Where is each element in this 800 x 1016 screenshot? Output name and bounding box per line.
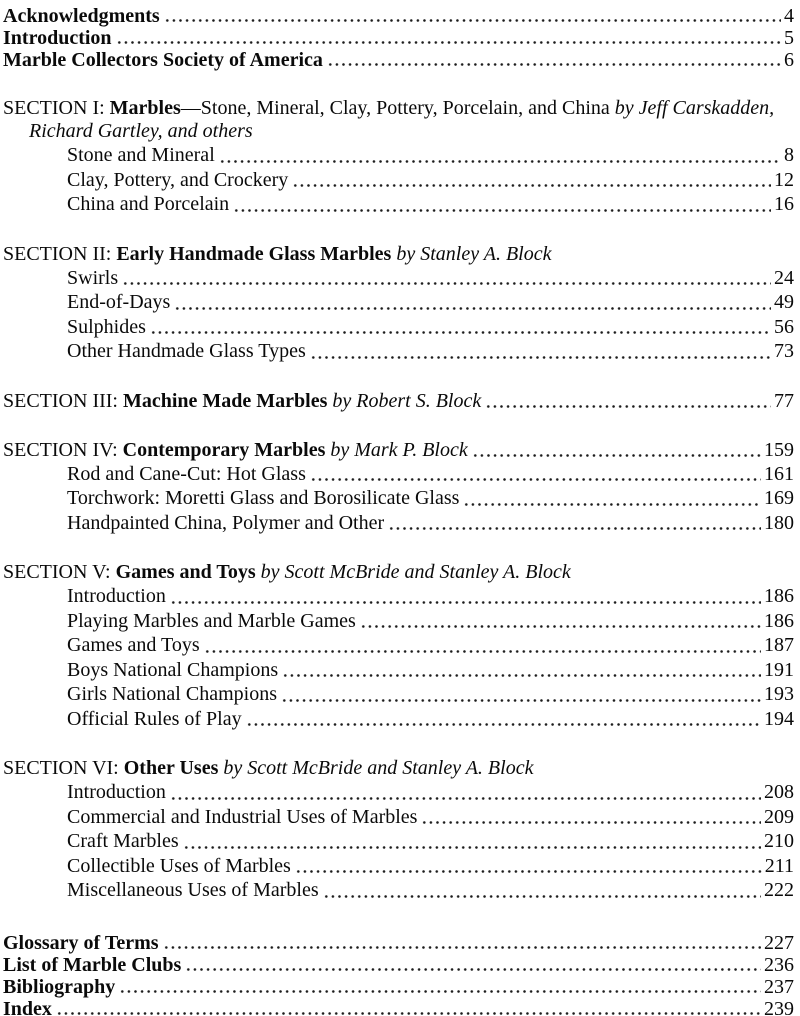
toc-entry (3, 5, 794, 27)
entry-label: Commercial and Industrial Uses of Marbles (67, 805, 418, 828)
entry-label: End-of-Days (67, 291, 171, 313)
dot-leader (163, 932, 761, 954)
dot-leader (472, 439, 761, 462)
entry-label: Sulphides (67, 315, 146, 338)
page-number: 12 (774, 168, 794, 191)
entry-label: Clay, Pottery, and Crockery (67, 168, 289, 191)
page-number: 193 (764, 683, 794, 705)
toc-entry (3, 49, 794, 71)
page-number: 209 (764, 805, 794, 828)
toc-entry (3, 462, 794, 487)
toc-entry (3, 27, 794, 49)
page-number: 227 (764, 931, 794, 954)
sections-list (3, 97, 794, 903)
section-heading (3, 243, 794, 266)
toc-entry (3, 290, 794, 315)
dot-leader (323, 878, 761, 903)
toc-entry (3, 633, 794, 658)
page-number: 24 (774, 266, 794, 289)
page-number: 186 (764, 609, 794, 632)
section-byline: by Mark P. Block (330, 438, 468, 461)
page-number: 211 (764, 854, 794, 877)
section-byline: by Robert S. Block (332, 389, 482, 412)
toc-entry (3, 854, 794, 879)
section-title: Marbles (109, 97, 181, 119)
page-number: 159 (764, 438, 794, 461)
dot-leader (170, 584, 761, 609)
dot-leader (233, 192, 771, 217)
section-label: SECTION VI: (3, 757, 119, 779)
entry-label: Miscellaneous Uses of Marbles (67, 879, 319, 901)
dot-leader (292, 168, 771, 193)
page-number: 191 (764, 658, 794, 681)
section-label: SECTION I: (3, 97, 105, 119)
dot-leader (122, 266, 771, 291)
entry-label: Handpainted China, Polymer and Other (67, 511, 385, 534)
toc-entry (3, 609, 794, 634)
dot-leader (327, 49, 781, 71)
dot-leader (219, 143, 781, 168)
toc-entry (3, 511, 794, 536)
dot-leader (281, 682, 761, 707)
page-number: 77 (774, 389, 794, 412)
section-title: Early Handmade Glass Marbles (116, 242, 392, 265)
entry-label: Craft Marbles (67, 830, 179, 852)
toc-entry (3, 658, 794, 683)
section (3, 561, 794, 731)
entry-label: Index (3, 997, 52, 1016)
entry-label: Marble Collectors Society of America (3, 49, 323, 71)
section-byline: by Scott McBride and Stanley A. Block (223, 757, 534, 779)
section-heading (3, 561, 794, 584)
section-subtitle: —Stone, Mineral, Clay, Pottery, Porcelain, and China (180, 97, 610, 119)
section (3, 439, 794, 536)
toc-entry (3, 143, 794, 168)
front-matter-list (3, 5, 794, 71)
section-heading (3, 97, 794, 143)
toc-entry (3, 339, 794, 364)
section-heading-text (3, 439, 468, 462)
section-byline: by Stanley A. Block (396, 242, 552, 265)
toc-entry (3, 266, 794, 291)
toc-entry (3, 998, 794, 1016)
toc-entry (3, 707, 794, 732)
dot-leader (485, 390, 771, 413)
dot-leader (150, 315, 771, 340)
toc-entry (3, 315, 794, 340)
entry-label: Introduction (67, 585, 166, 607)
entry-label: Acknowledgments (3, 5, 160, 27)
entry-label: Glossary of Terms (3, 931, 159, 954)
dot-leader (295, 854, 762, 879)
section-byline: by Scott McBride and Stanley A. Block (260, 561, 571, 583)
page-number: 180 (764, 511, 794, 534)
section-title: Games and Toys (115, 561, 256, 583)
section-byline: by Jeff Carskadden, Richard Gartley, and others (29, 97, 775, 142)
entry-label: Introduction (3, 27, 112, 49)
page-number: 222 (764, 879, 794, 901)
section-heading-text (3, 390, 481, 413)
page-number: 8 (784, 144, 794, 166)
page-number: 169 (764, 487, 794, 509)
entry-label: Introduction (67, 781, 166, 803)
dot-leader (119, 976, 761, 998)
section-label: SECTION III: (3, 389, 118, 412)
entry-label: Playing Marbles and Marble Games (67, 609, 356, 632)
dot-leader (388, 511, 761, 536)
entry-label: Girls National Champions (67, 683, 277, 705)
toc-entry (3, 584, 794, 609)
section (3, 243, 794, 364)
page-number: 16 (774, 193, 794, 215)
entry-label: China and Porcelain (67, 193, 230, 215)
toc-entry (3, 878, 794, 903)
page-number: 49 (774, 291, 794, 313)
entry-label: Other Handmade Glass Types (67, 340, 306, 362)
entry-label: Boys National Champions (67, 658, 279, 681)
section-label: SECTION IV: (3, 438, 118, 461)
entry-label: Swirls (67, 266, 119, 289)
dot-leader (282, 658, 761, 683)
page-number: 5 (784, 27, 794, 49)
entry-label: Rod and Cane-Cut: Hot Glass (67, 462, 306, 485)
toc-entry (3, 486, 794, 511)
section-heading (3, 439, 794, 462)
dot-leader (183, 829, 761, 854)
section-title: Contemporary Marbles (122, 438, 326, 461)
entry-label: Games and Toys (67, 634, 200, 656)
toc-entry (3, 780, 794, 805)
page-number: 194 (764, 707, 794, 730)
entry-label: Torchwork: Moretti Glass and Borosilicate Glass (67, 487, 460, 509)
page-number: 239 (764, 997, 794, 1016)
back-matter-list (3, 932, 794, 1016)
page-number: 4 (784, 5, 794, 27)
dot-leader (360, 609, 761, 634)
entry-label: Official Rules of Play (67, 707, 242, 730)
toc-entry (3, 168, 794, 193)
dot-leader (170, 780, 761, 805)
page-number: 208 (764, 781, 794, 803)
toc-entry (3, 805, 794, 830)
dot-leader (56, 998, 761, 1016)
dot-leader (310, 339, 771, 364)
dot-leader (421, 805, 761, 830)
dot-leader (164, 5, 781, 27)
section (3, 757, 794, 903)
section-heading (3, 757, 794, 780)
section-title: Other Uses (123, 757, 219, 779)
toc-entry (3, 192, 794, 217)
toc-entry (3, 954, 794, 976)
entry-label: List of Marble Clubs (3, 953, 182, 976)
dot-leader (116, 27, 781, 49)
dot-leader (463, 486, 761, 511)
entry-label: Bibliography (3, 975, 116, 998)
section-label: SECTION II: (3, 242, 112, 265)
section (3, 390, 794, 413)
page-number: 236 (764, 953, 794, 976)
page-number: 210 (764, 830, 794, 852)
entry-label: Collectible Uses of Marbles (67, 854, 291, 877)
entry-label: Stone and Mineral (67, 144, 215, 166)
section-label: SECTION V: (3, 561, 111, 583)
dot-leader (185, 954, 761, 976)
toc-entry (3, 829, 794, 854)
dot-leader (246, 707, 761, 732)
section (3, 97, 794, 217)
page-number: 187 (764, 634, 794, 656)
toc-entry (3, 976, 794, 998)
toc-entry (3, 682, 794, 707)
section-title: Machine Made Marbles (122, 389, 328, 412)
page-number: 161 (764, 462, 794, 485)
page-number: 186 (764, 585, 794, 607)
page-number: 73 (774, 340, 794, 362)
page-number: 6 (784, 49, 794, 71)
dot-leader (204, 633, 761, 658)
page-number: 56 (774, 315, 794, 338)
page-number: 237 (764, 975, 794, 998)
dot-leader (174, 290, 771, 315)
toc-entry (3, 932, 794, 954)
section-heading (3, 390, 794, 413)
dot-leader (310, 462, 761, 487)
